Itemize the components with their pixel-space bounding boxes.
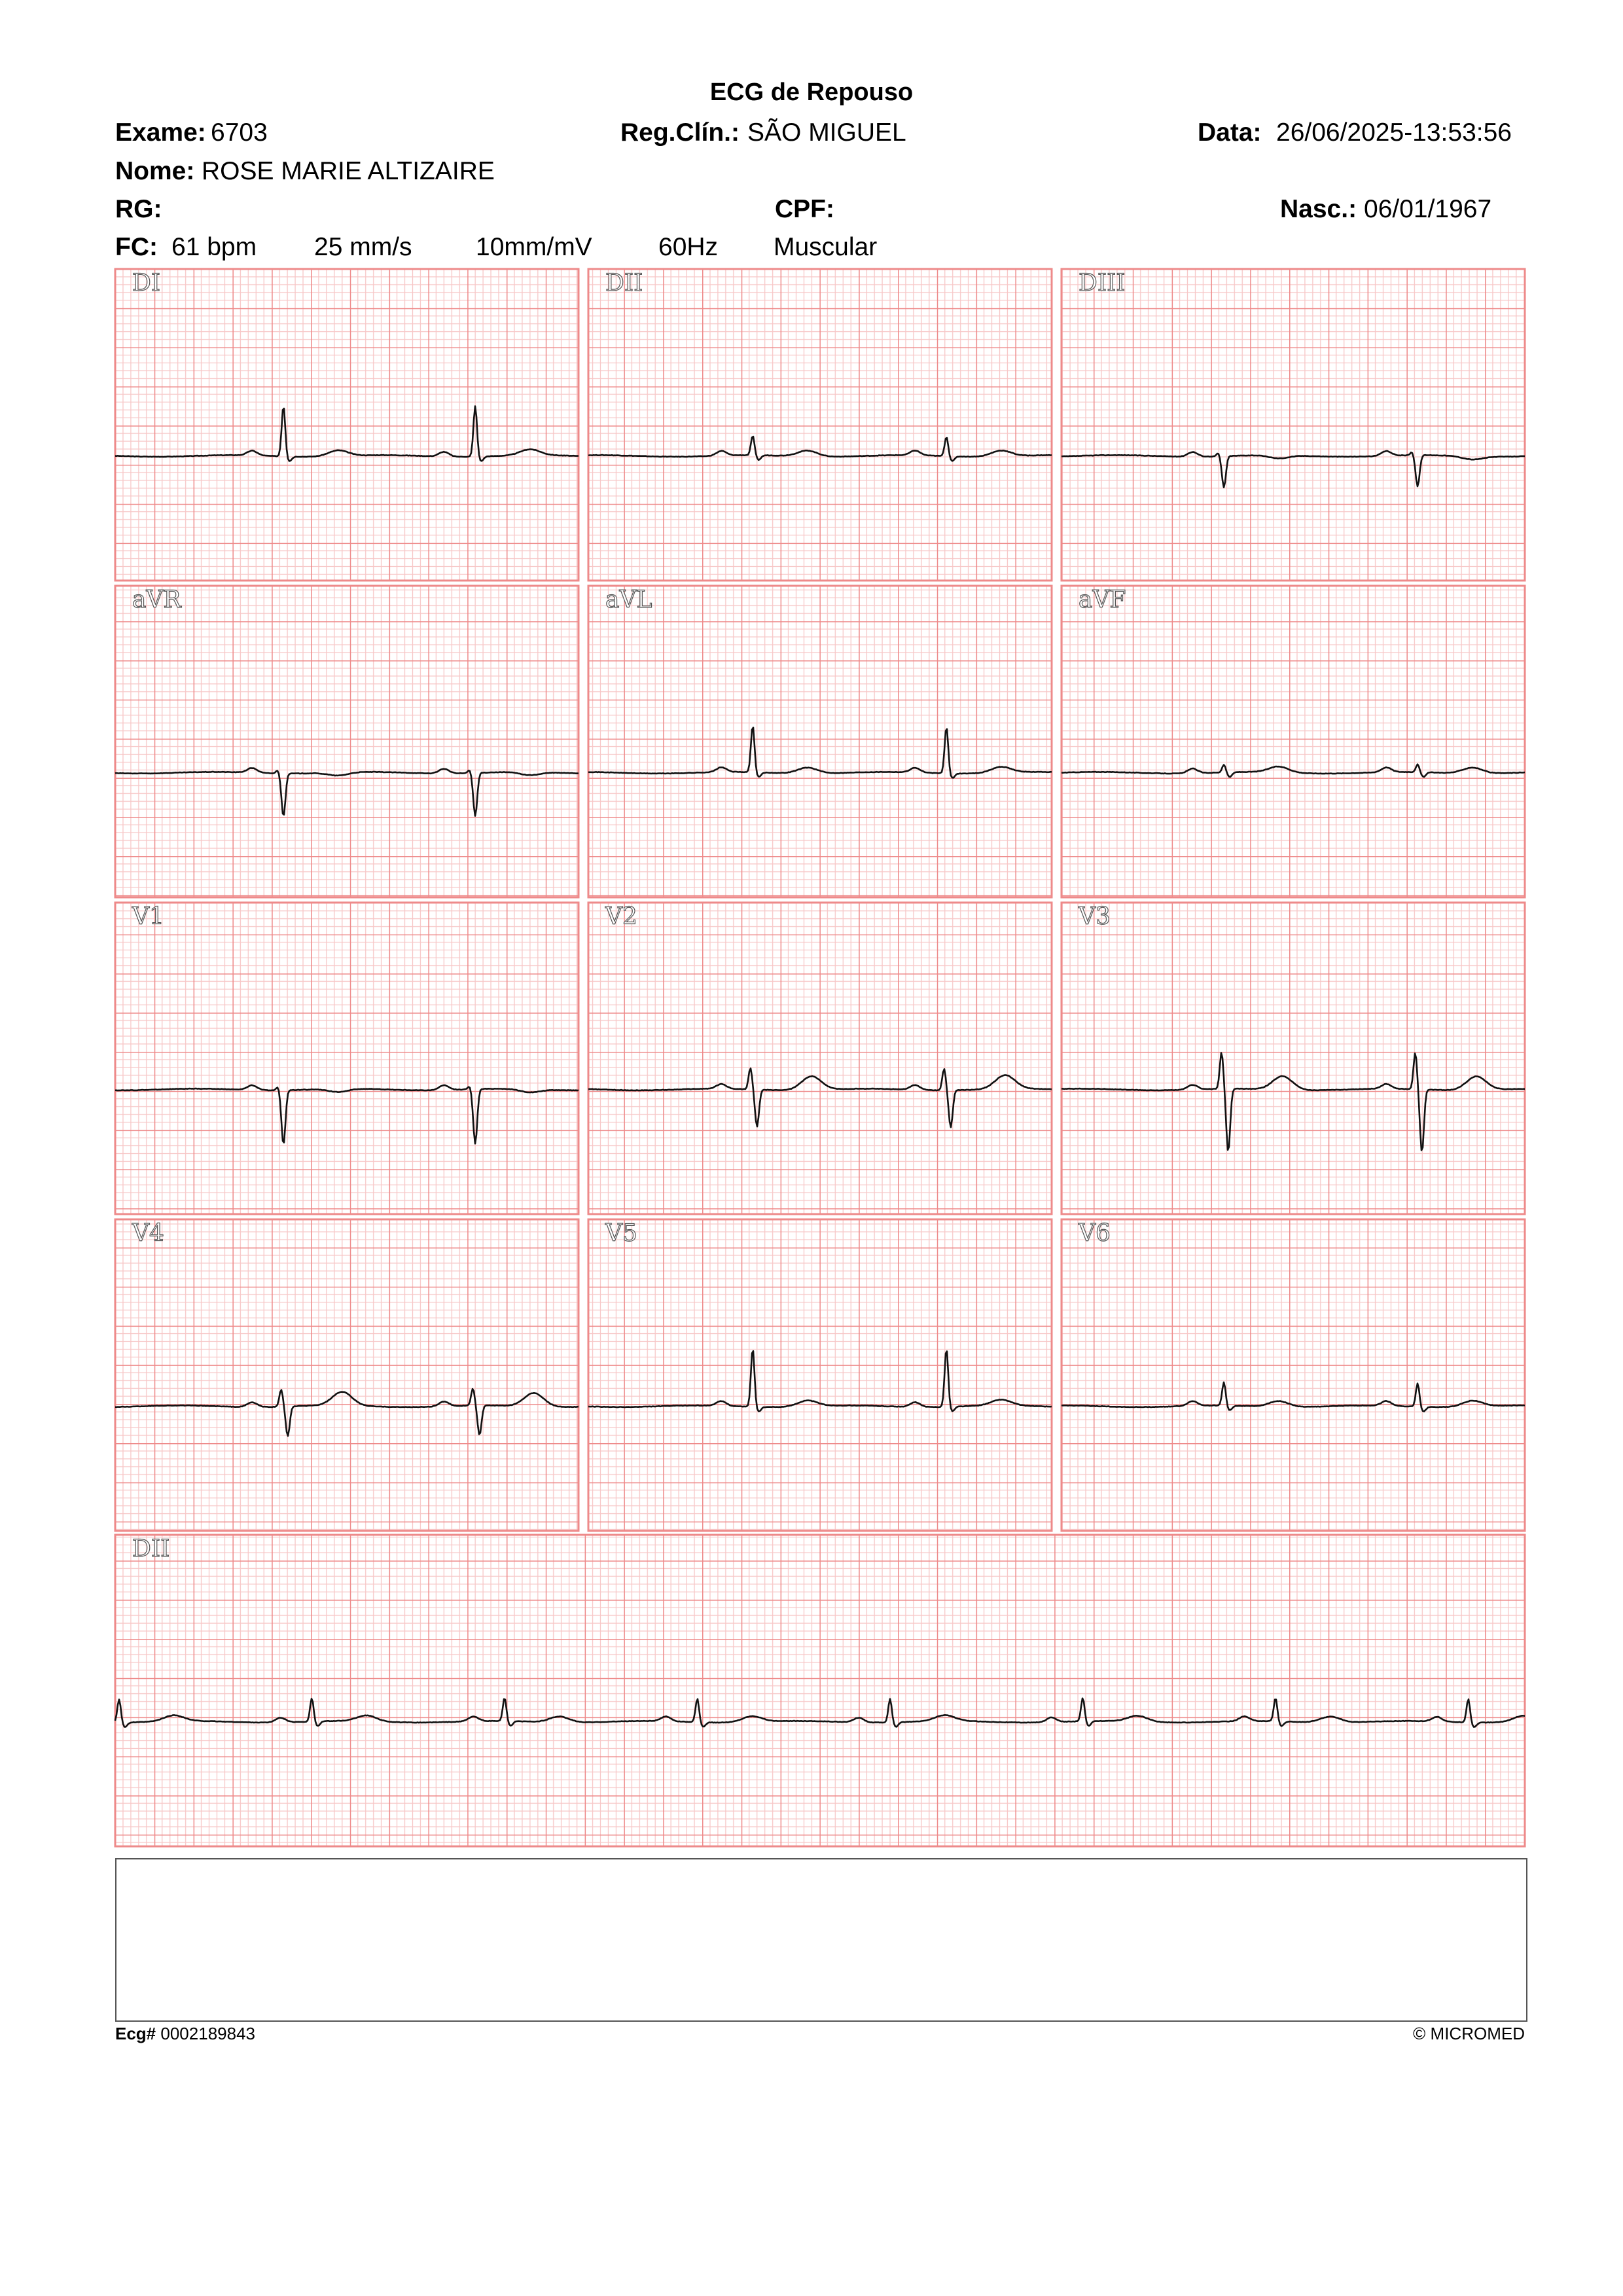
- copyright: © MICROMED: [1413, 2024, 1525, 2043]
- heart-rate-label: FC:: [115, 233, 158, 261]
- lead-panel-avr: [115, 586, 579, 897]
- lead-panel-v6: [1061, 1219, 1525, 1531]
- filter-type: Muscular: [774, 233, 878, 261]
- lead-panel-di: [115, 269, 579, 581]
- ecg-number-value: 0002189843: [160, 2024, 255, 2043]
- lead-panel-avf: [1061, 586, 1525, 897]
- notes-box: [115, 1858, 1527, 2022]
- lead-panel-diii: [1061, 269, 1525, 581]
- lead-panel-v5: [588, 1219, 1052, 1531]
- birth-label: Nasc.:: [1280, 195, 1357, 223]
- exam-value: 6703: [211, 118, 268, 147]
- date-label: Data:: [1198, 118, 1262, 147]
- lead-label-avl: aVL: [605, 586, 652, 613]
- gain-setting: 10mm/mV: [476, 233, 592, 261]
- birth-value: 06/01/1967: [1364, 195, 1492, 223]
- rg-label: RG:: [115, 195, 162, 223]
- lead-label-avf: aVF: [1079, 586, 1126, 613]
- paper-speed: 25 mm/s: [314, 233, 412, 261]
- lead-label-di: DI: [132, 270, 161, 296]
- lead-panel-dii: [588, 269, 1052, 581]
- lead-panel-v2: [588, 903, 1052, 1214]
- name-label: Nome:: [115, 157, 195, 185]
- exam-label: Exame:: [115, 118, 206, 147]
- lead-panel-v4: [115, 1219, 579, 1531]
- clinic-value: SÃO MIGUEL: [747, 118, 906, 147]
- lead-label-v1: V1: [132, 903, 164, 930]
- lead-label-v5: V5: [605, 1220, 637, 1247]
- lead-label-diii: DIII: [1079, 270, 1126, 296]
- lead-panel-v3: [1061, 903, 1525, 1214]
- lead-label-v6: V6: [1079, 1220, 1111, 1247]
- clinic-label: Reg.Clín.:: [620, 118, 740, 147]
- lead-label-v4: V4: [132, 1220, 164, 1247]
- rhythm-strip-panel: [115, 1535, 1525, 1846]
- date-value: 26/06/2025-13:53:56: [1276, 118, 1512, 147]
- lead-label-v2: V2: [605, 903, 637, 930]
- ecg-number-footer: [115, 2024, 255, 2044]
- lead-label-dii: DII: [605, 270, 643, 296]
- heart-rate-value: 61 bpm: [171, 233, 257, 261]
- name-value: ROSE MARIE ALTIZAIRE: [202, 157, 495, 185]
- page-title: ECG de Repouso: [709, 79, 914, 106]
- filter-frequency: 60Hz: [658, 233, 719, 261]
- ecg-number-label: Ecg#: [115, 2024, 156, 2043]
- lead-label-v3: V3: [1079, 903, 1111, 930]
- cpf-label: CPF:: [775, 195, 834, 223]
- lead-panel-v1: [115, 903, 579, 1214]
- lead-label-avr: aVR: [132, 586, 181, 613]
- rhythm-strip-label: DII: [132, 1535, 170, 1562]
- lead-panel-avl: [588, 586, 1052, 897]
